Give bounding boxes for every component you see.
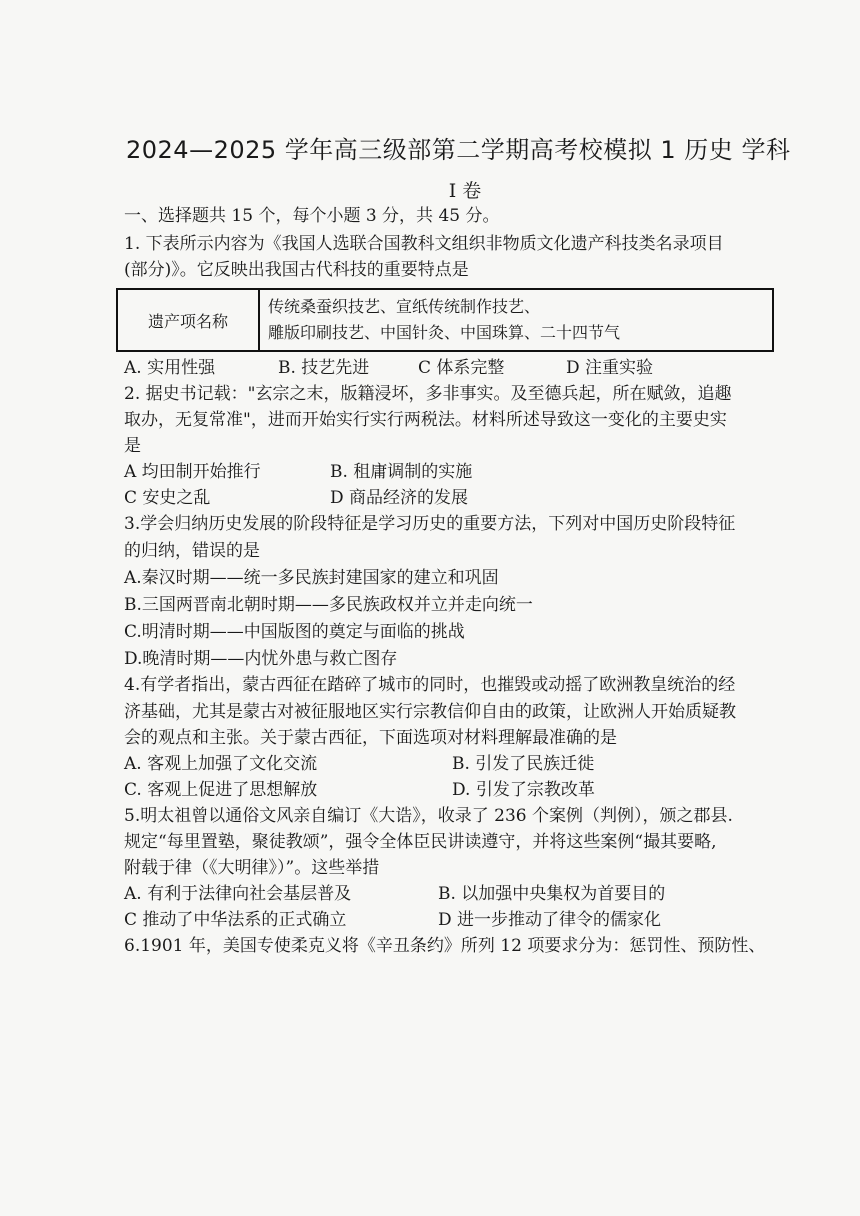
section-heading: 一、选择题共 15 个，每个小题 3 分，共 45 分。 (124, 206, 500, 226)
heritage-table (116, 288, 774, 352)
q2-option-b: B. 租庸调制的实施 (330, 462, 473, 482)
q3-option-a: A.秦汉时期——统一多民族封建国家的建立和巩固 (124, 568, 499, 588)
heritage-table-value-line2: 雕版印刷技艺、中国针灸、中国珠算、二十四节气 (268, 323, 621, 342)
q3-option-d: D.晚清时期——内忧外患与救亡图存 (124, 649, 398, 669)
q1-stem-line1: 1. 下表所示内容为《我国人选联合国教科文组织非物质文化遗产科技类名录项目 (124, 234, 724, 254)
q5-option-a: A. 有利于法律向社会基层普及 (124, 884, 352, 904)
q3-stem-line2: 的归纳，错误的是 (124, 541, 260, 561)
heritage-table-value (259, 289, 773, 351)
q3-option-b: B.三国两晋南北朝时期——多民族政权并立并走向统一 (124, 595, 533, 615)
heritage-table-header: 遗产项名称 (117, 289, 259, 351)
q2-option-d: D 商品经济的发展 (330, 488, 469, 508)
q2-option-a: A 均田制开始推行 (124, 462, 261, 482)
q5-stem-line2: 规定“每里置塾，聚徒教颂”，强令全体臣民讲读遵守，并将这些案例“撮其要略, (124, 832, 717, 852)
q5-option-c: C 推动了中华法系的正式确立 (124, 910, 347, 930)
q5-stem-line1: 5.明太祖曾以通俗文风亲自编订《大诰》，收录了 236 个案例（判例），颁之郡县. (124, 806, 733, 826)
exam-title: 2024—2025 学年高三级部第二学期高考校模拟 1 历史 学科 (126, 136, 791, 164)
q1-option-b: B. 技艺先进 (278, 358, 370, 378)
q2-stem-line1: 2. 据史书记载："玄宗之末，版籍浸坏，多非事实。及至德兵起，所在赋敛，追趣 (124, 384, 732, 404)
q1-option-c: C 体系完整 (418, 358, 505, 378)
q5-stem-line3: 附载于律（《大明律》）”。这些举措 (124, 858, 380, 878)
q1-option-d: D 注重实验 (566, 358, 654, 378)
q4-option-d: D. 引发了宗教改革 (452, 780, 595, 800)
q5-option-b: B. 以加强中央集权为首要目的 (438, 884, 666, 904)
q3-stem-line1: 3.学会归纳历史发展的阶段特征是学习历史的重要方法，下列对中国历史阶段特征 (124, 514, 736, 534)
q5-option-d: D 进一步推动了律令的儒家化 (438, 910, 662, 930)
q2-stem-line2: 取办，无复常准"，进而开始实行实行两税法。材料所述导致这一变化的主要史实 (124, 410, 727, 430)
q4-option-b: B. 引发了民族迁徙 (452, 754, 595, 774)
q1-option-a: A. 实用性强 (124, 358, 216, 378)
q6-stem-line1: 6.1901 年，美国专使柔克义将《辛丑条约》所列 12 项要求分为：惩罚性、预防性、 (124, 936, 766, 956)
q4-stem-line1: 4.有学者指出，蒙古西征在踏碎了城市的同时，也摧毁或动摇了欧洲教皇统治的经 (124, 675, 736, 695)
q2-stem-line3: 是 (124, 436, 141, 456)
q3-option-c: C.明清时期——中国版图的奠定与面临的挑战 (124, 622, 465, 642)
paper-section-label: I 卷 (448, 180, 482, 202)
q4-option-c: C. 客观上促进了思想解放 (124, 780, 318, 800)
q4-option-a: A. 客观上加强了文化交流 (124, 754, 318, 774)
q1-stem-line2: (部分)》。它反映出我国古代科技的重要特点是 (124, 260, 469, 280)
q4-stem-line3: 会的观点和主张。关于蒙古西征，下面选项对材料理解最准确的是 (124, 728, 617, 748)
q4-stem-line2: 济基础，尤其是蒙古对被征服地区实行宗教信仰自由的政策，让欧洲人开始质疑教 (124, 702, 736, 722)
heritage-table-value-line1: 传统桑蚕织技艺、宣纸传统制作技艺、 (268, 297, 541, 316)
q2-option-c: C 安史之乱 (124, 488, 211, 508)
